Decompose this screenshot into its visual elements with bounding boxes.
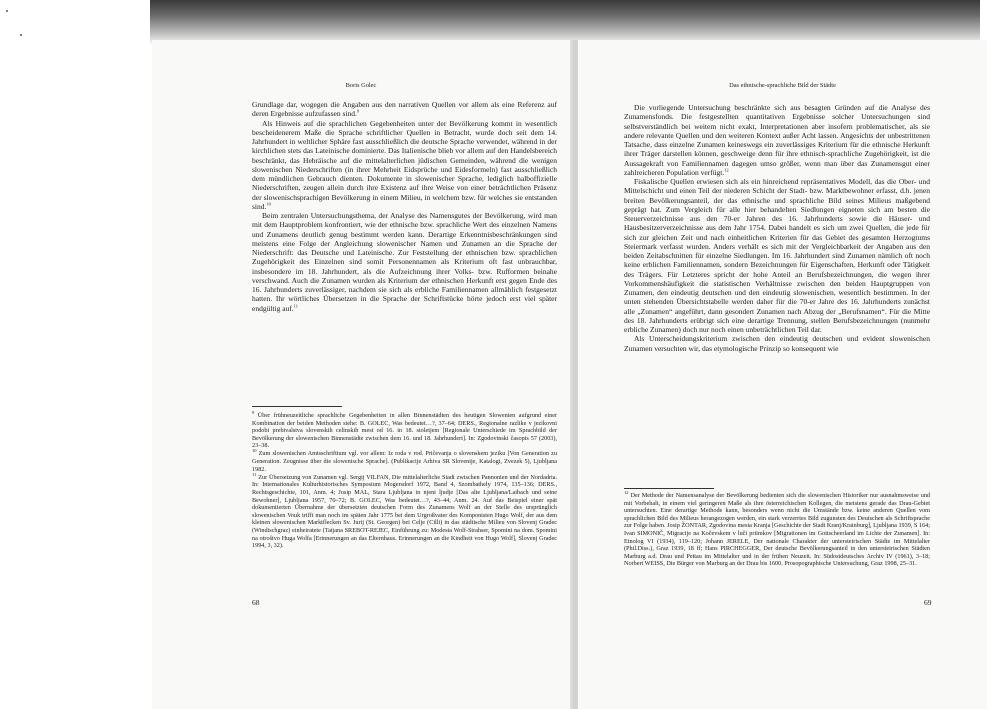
footnote-rule [624,488,714,489]
paragraph: Grundlage dar, wogegen die Angaben aus den narrativen Quellen vor allem als eine Referenz auf deren Ergebnisse aufzufassen sind.$^9$ [252,100,557,119]
paragraph: Als Hinweis auf die sprachlichen Gegebenheiten unter der Bevölkerung kommt in wesentlich bescheidenerem Maße die Sprache schriftlicher Quellen in Betracht, wurde doch seit dem 14. Jahrhundert in weltlicher Sphäre fast ausschließlich die deutsche Sprache verwendet, während in der kirchlichen stets das Lateinische dominierte. Das Italienische blieb vor allem auf den Handelsbereich beschränkt, das Hebräische auf die mittelalterlichen jüdischen Gemeinden, während die wenigen slowenischen Niederschriften (in ihrer Mehrheit Eidsprüche und Eidesformeln) fast ausschließlich dem mündlichen Gebrauch dienten. Dokumente in slowenischer Sprache, lediglich halboffizielle Niederschriften, zeugen allein durch ihre Existenz auf ihre Weise von einer beträchtlichen Präsenz der slowenischsprachigen Bevölkerung in einem Milieu, in welchem bzw. für welches sie entstanden sind.$^{10}$ [252,118,557,211]
page-number: 68 [252,598,260,607]
footnote: $^{11}$ Zur Übersetzung von Zunamen vgl. Sergij VILFAN, Die mittelalterliche Stadt zwischen Pannonien und der Nordadria. In: Internationales Kulturhistorisches Symposium Mogersdorf 1972, Band 4, Szombathely 1974, 135–136; DERS., Rechtsgeschichte, 101, Anm. 4; Josip MAL, Stara Ljubljana in njeni ljudje [Das alte Ljubljana/Laibach und seine Bewohner], Ljubljana 1957, 70–72; B. GOLEC, Was bedeutet…?, 43–44, Anm. 24. Auf das Beispiel einer spät dokumentierten Übernahme der übersetzten deutschen Form des Zunamens Wolf an der Stelle des ursprünglich slowenischen Vouk trifft man noch im späten Jahr 1775 bei dem Urgroßvater des Komponisten Hugo Wolf, der aus dem kleinen slowenischen Marktflecken Sv. Jurij (St. Georgen) bei Celje (Cilli) in das städtische Milieu von Slovenj Gradec (Windischgraz) einheiratete (Tatjana SREBOT-REJEC, Einführung zu: Modesta Wolf-Strahser, Spomini na dom. Spomini na otroštvo Huga Wolfa [Erinnerungen an das Elternhaus. Erinnerungen an die Kindheit von Hugo Wolf], Slovenj Gradec 1994, 3, 32). [252,471,558,550]
footnote-ref: 9 [356,108,360,114]
scan-speck [20,34,22,36]
paragraph: Fiskalische Quellen erwiesen sich als ein hinreichend repräsentatives Modell, das die Ober- und Mittelschicht und einen Teil der niederen Schicht der Stadt- bzw. Marktbewohner erfasst, d.h. jenen breiten Bevölkerungsanteil, der das ethnische und sprachliche Bild seines Milieus maßgebend geprägt hat. Zum Vergleich für alle hier behandelten Siedlungen eigneten sich am besten die Steuerverzeichnisse aus den 70-er Jahren des 16. Jahrhunderts sowie die Häuser- und Hausbesitzerverzeichnisse aus dem Jahr 1754. Dabei handelt es sich um zwei Quellen, die jede für sich zur gleichen Zeit und nach einheitlichen Kriterien für das Gebiet des gesamten Herzogtums Steiermark verfasst wurden. Anders verhält es sich mit der Vergleichbarkeit der Angaben aus den beiden Zeitabschnitten für einzelne Siedlungen. Im 16. Jahrhundert sind Zunamen nämlich oft noch keine erblichen Familiennamen, sondern Bezeichnungen für Eigenschaften, Herkunft oder Tätigkeit des Trägers. Für Letzteres spricht der hohe Anteil an Berufsbezeichnungen, die wegen ihrer Vorkommenshäufigkeit die statistischen Verhältnisse zwischen den beiden Hauptgruppen von Zunamen, den eindeutig deutschen und den eindeutig slowenischen, wesentlich bestimmen. In der unten stehenden Übersichtstabelle werden daher für die 70-er Jahre des 16. Jahrhunderts zunächst alle „Zunamen“ angeführt, dann gesondert Zunamen nach Abzug der „Berufsnamen“. Für die Mitte des 18. Jahrhunderts erübrigt sich eine derartige Trennung, stellen Berufsbezeichnungen (nunmehr erbliche Zunamen) doch nur noch einen unbeträchtlichen Teil dar. [624,177,930,334]
footnote-rule [252,406,342,407]
scan-speck [6,10,8,12]
footnote: $^{12}$ Der Methode der Namensanalyse der Bevölkerung bedienten sich die slowenischen Historiker nur ausnahmsweise und mit Vorbehalt, in einem viel geringeren Maße als ihre österreichischen Kollegen, die meistens gerade das Drau-Gebiet untersuchten. Eine derartige Methode kann, besonders wenn nicht die Umstände bzw. keine anderen Quellen vom sprachlichen Bild des Milieus herangezogen werden, ein stark verzerrtes Bild zugunsten des Deutschen als Schriftsprache zur Folge haben. Josip ŽONTAR, Zgodovina mesta Kranja [Geschichte der Stadt Kranj/Krainburg], Ljubljana 1939, S 164; Ivan SIMONIČ, Migracije na Kočevskem v luči priimkov [Migrationen im Gottscheerland im Lichte der Zunamen]. In: Etnolog VI (1934), 119–120; Johann JERELE, Der nationale Charakter der untersteirischen Städte im Mittelalter (Phil.Diss.), Graz 1939, 18 ff; Hans PIRCHEGGER, Der deutsche Bevölkerungsanteil in den untersteirischen Städten Marburg a.d. Drau und Pettau im Mittelalter und in der frühen Neuzeit. In: Südostdeutsches Archiv IV (1961), 3–18; Norbert WEISS, Die Bürger von Marburg an der Drau bis 1600. Prosopographische Untersuchung, Graz 1998, 25–31. [624,489,931,568]
footnote-ref: 11 [293,303,299,308]
footnote: $^{10}$ Zum slowenischen Amtsschrifttum vgl. vor allem: Iz roda v rod. Pričevanja o slovenskem jeziku [Von Generation zu Generation. Zeugnisse über die slowenische Sprache]. (Publikacije Arhiva SR Slovenije, Katalogi, Zvezek 5), Ljubljana 1982. [252,448,557,473]
footnotes [252,409,558,550]
footnote: $^9$ Über frühneuzeitliche sprachliche Gegebenheiten in allen Binnenstädten des heutigen Slowenien aufgrund einer Kombination der beiden Methoden siehe: B. GOLEC, Was bedeutet…?, 37–64; DERS., Regionalne razlike v jezikovni podobi prebivalstva slovenskih celinskih mest od 16. in 18. stoletjem [Regionale Unterschiede im Sprachbild der Bevölkerung der slowenischen Binnenstädte zwischen dem 16. und 18. Jahrhundert]. In: Zgodovinski časopis 57 (2003), 23–38. [252,409,558,450]
paragraph: Als Unterscheidungskriterium zwischen den eindeutig deutschen und evident slowenischen Zunamen versuchten wir, das etymologische Prinzip so konsequent wie [624,334,930,353]
paragraph: Beim zentralen Untersuchungsthema, der Analyse des Namensgutes der Bevölkerung, wird man mit dem Hauptproblem konfrontiert, wie der ethnische bzw. sprachliche Wert des einzelnen Namens und Zunamens deutlich genug bestimmt werden kann. Derartige Erkenntnisbeschränkungen sind meistens eine Folge der Angleichung slowenischer Namen und Zunamen an die Sprache der Niederschrift: das Deutsche und Lateinische. Zur Feststellung der ethnischen bzw. sprachlichen Zugehörigkeit des Einzelnen sind somit Personennamen als Kriterium oft fast unbrauchbar, insbesondere im 18. Jahrhundert, als die Aufzeichnung ihrer Volks- bzw. Rufformen beinahe verschwand. Auch die Zunamen wurden als Kriterium der ethnischen Herkunft erst gegen Ende des 16. Jahrhunderts zuverlässiger, nachdem sie sich als erbliche Familiennamen allmählich festgesetzt hatten. Ihr wörtliches Übersetzen in die Sprache der Schriftstücke hörte jedoch erst viel später endgültig auf.$^{11}$ [252,211,557,313]
footnote-ref: 10 [266,201,271,207]
scanner-shadow [150,0,980,44]
running-head: Das ethnische-sprachliche Bild der Städte [729,82,836,89]
paragraph: Die vorliegende Untersuchung beschränkte sich aus besagten Gründen auf die Analyse des Zunamensfonds. Die festgestellten quantitativen Ergebnisse solcher Untersuchungen sind selbstverständlich bei weitem nicht exakt, Interpretationen aber insofern problematischer, als sie andere relevante Quellen und den weiteren Kontext außer Acht lassen. Angesichts der unbestrittenen Tatsache, dass einzelne Zunamen keineswegs ein zuverlässiges Kriterium für die ethnische Herkunft ihrer Träger darstellen können, geschweige denn für ihre ethnisch-sprachliche Zugehörigkeit, ist die Aussagekraft von Familiennamen dagegen umso größer, wenn man über das Zunamensgut einer zahlreicheren Population verfügt.$^{12}$ [624,103,930,177]
page-number: 69 [924,598,932,607]
left-page [152,40,570,709]
footnote-ref: 12 [724,167,729,173]
right-page [578,40,987,709]
footnotes [624,489,931,568]
running-head: Boris Golec [345,82,377,89]
body-text [624,103,930,353]
body-text [252,100,557,313]
